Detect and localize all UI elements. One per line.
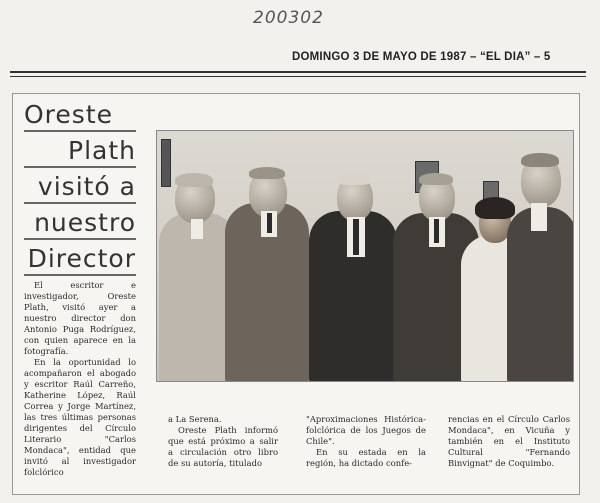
article-paragraph: En su estada en la región, ha dictado confe-: [306, 447, 426, 468]
headline-line: Plath: [24, 136, 136, 168]
person-figure: [501, 131, 573, 381]
header-rule: [10, 71, 586, 73]
archive-number: 200302: [253, 8, 324, 28]
news-photo: [156, 130, 574, 382]
article-paragraph: El escritor e investigador, Oreste Plath, visitó ayer a nuestro director don Antonio Puga Rodríguez, con quien aparece en la fotografía.: [24, 280, 136, 356]
article-paragraph: a La Serena.: [168, 414, 222, 424]
article-column: [448, 414, 570, 469]
person-figure: [307, 131, 397, 381]
article-paragraph: Oreste Plath informó que está próximo a salir a circulación otro libro de su autoría, titulado: [168, 425, 278, 468]
article-paragraph: "Aproximaciones Histórica-folclórica de los Juegos de Chile".: [306, 414, 426, 446]
article-paragraph: En la oportunidad lo acompañaron el abogado y escritor Raúl Carreño, Katherine López, Raúl Correa y Jorge Martínez, las tres últimas personas dirigentes del Círculo Literario "Carlos Mondaca", entidad que invitó al investigador folclórico: [24, 357, 136, 477]
article-paragraph: rencias en el Círculo Carlos Mondaca", en Vicuña y también en el Instituto Cultural "Fernando Binvignat" de Coquimbo.: [448, 414, 570, 468]
headline-line: nuestro: [24, 208, 136, 240]
header-rule-thin: [10, 76, 586, 77]
article-column: [24, 280, 136, 478]
headline-line: Director: [24, 244, 136, 276]
article-column: [306, 414, 426, 469]
headline: [24, 100, 136, 280]
article-column: [168, 414, 278, 469]
newspaper-date-header: DOMINGO 3 DE MAYO DE 1987 – “EL DIA” – 5: [292, 51, 551, 63]
headline-line: visitó a: [24, 172, 136, 204]
headline-line: Oreste: [24, 100, 136, 132]
person-figure: [223, 131, 309, 381]
